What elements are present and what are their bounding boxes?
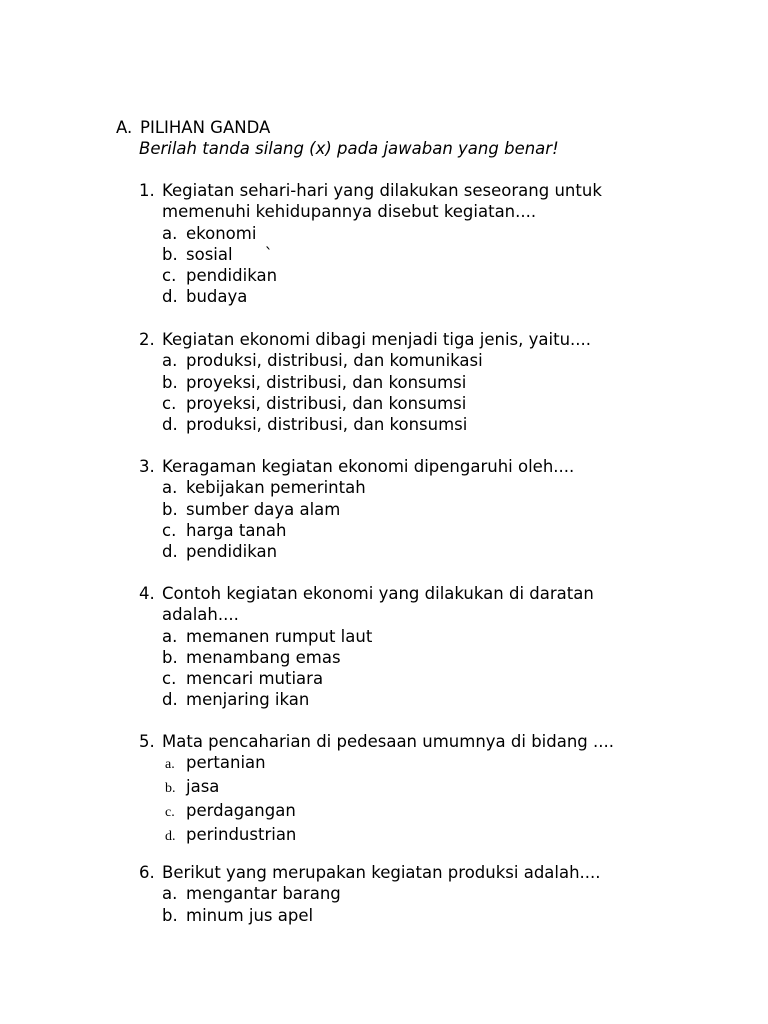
option-d: d. menjaring ikan (162, 690, 310, 710)
option-a: a. produksi, distribusi, dan komunikasi (162, 351, 483, 371)
option-b: b. sosial ` (162, 244, 273, 264)
instruction-text: Berilah tanda silang (x) pada jawaban yang benar! (139, 139, 559, 158)
question-text-cont: adalah.... (162, 605, 239, 625)
option-d: d. perindustrian (165, 825, 297, 845)
stray-mark: ` (264, 244, 273, 264)
section-letter: A. (116, 118, 133, 137)
question-number: 3. (139, 457, 155, 476)
option-c: c. pendidikan (162, 266, 278, 286)
question-1 (139, 180, 699, 308)
question-text: Kegiatan ekonomi dibagi menjadi tiga jenis, yaitu.... (162, 330, 592, 349)
question-text-cont: memenuhi kehidupannya disebut kegiatan.... (162, 202, 537, 222)
option-b: b. minum jus apel (162, 905, 314, 925)
option-a: a. pertanian (165, 753, 266, 773)
section-heading (116, 117, 270, 139)
option-c: c. perdagangan (165, 801, 296, 821)
question-text: Contoh kegiatan ekonomi yang dilakukan di daratan (162, 584, 594, 603)
question-number: 1. (139, 181, 155, 200)
option-a: a. kebijakan pemerintah (162, 478, 366, 498)
question-text: Kegiatan sehari-hari yang dilakukan seseorang untuk (162, 181, 602, 200)
option-a: a. mengantar barang (162, 884, 341, 904)
question-5 (139, 731, 699, 848)
question-number: 6. (139, 863, 155, 882)
section-title: PILIHAN GANDA (140, 118, 271, 137)
option-c: c. proyeksi, distribusi, dan konsumsi (162, 393, 467, 413)
option-a: a. memanen rumput laut (162, 626, 373, 646)
option-d: d. budaya (162, 287, 248, 307)
question-number: 2. (139, 330, 155, 349)
option-b: b. proyeksi, distribusi, dan konsumsi (162, 372, 467, 392)
option-d: d. pendidikan (162, 542, 278, 562)
question-text: Mata pencaharian di pedesaan umumnya di bidang .... (162, 732, 615, 751)
option-b: b. jasa (165, 777, 220, 797)
question-6 (139, 862, 699, 926)
question-number: 5. (139, 732, 155, 751)
question-4 (139, 583, 699, 711)
question-text: Keragaman kegiatan ekonomi dipengaruhi oleh.... (162, 457, 575, 476)
option-d: d. produksi, distribusi, dan konsumsi (162, 415, 468, 435)
option-b: b. sumber daya alam (162, 499, 341, 519)
option-c: c. mencari mutiara (162, 669, 324, 689)
question-3 (139, 456, 699, 562)
option-a: a. ekonomi (162, 223, 257, 243)
question-number: 4. (139, 584, 155, 603)
question-2 (139, 329, 699, 435)
option-c: c. harga tanah (162, 520, 287, 540)
question-text: Berikut yang merupakan kegiatan produksi adalah.... (162, 863, 601, 882)
option-b: b. menambang emas (162, 647, 341, 667)
